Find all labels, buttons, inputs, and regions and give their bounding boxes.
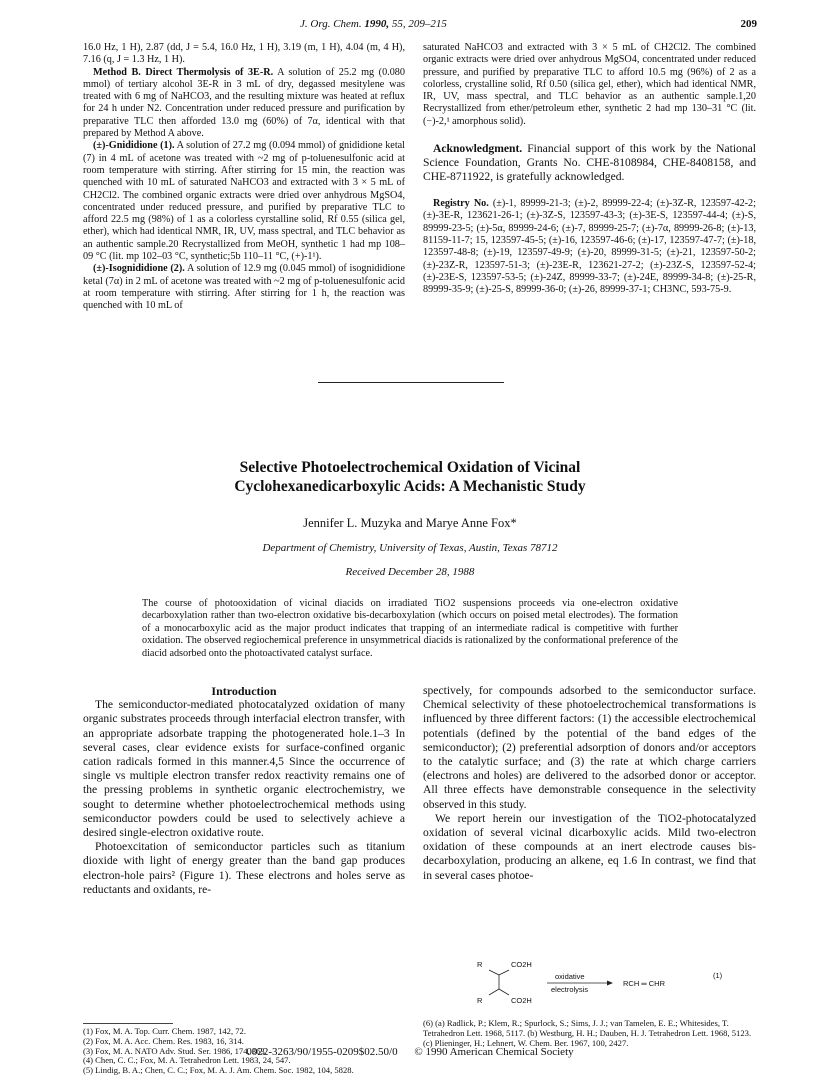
journal-pages: 209–215	[408, 18, 447, 30]
reactant-co2h-bottom: CO2H	[511, 996, 532, 1005]
copyright: © 1990 American Chemical Society	[414, 1046, 574, 1058]
article-code: 0022-3263/90/1955-0209$02.50/0	[246, 1046, 398, 1058]
gnididione-text: A solution of 27.2 mg (0.094 mmol) of gnididione ketal (7) in 4 mL of acetone was treated with ~2 mg of p-toluenesulfonic acid at room temperature with stirring. After stirring for 15 min, the reaction was quenched with 10 mL of saturated NaHCO3 and extracted with 3 × 5 mL of CH2Cl2. The combined organic extracts were dried over anhydrous MgSO4, concentrated under reduced pressure, and purified by preparative TLC to afford 22.5 mg (98%) of 1 as a colorless cyrstalline solid, Rf 0.55 (silica gel, ether), which had identical NMR, IR, UV, mass spectral, and TLC behavior as an authentic sample.20 Recrystallized from MeOH, synthetic 1 had mp 108–09 °C (lit. mp 102–03 °C, synthetic;5b 110–11 °C, (+)-1¹).	[83, 140, 406, 263]
article-authors: Jennifer L. Muzyka and Marye Anne Fox*	[303, 516, 517, 530]
journal-name: J. Org. Chem.	[300, 18, 362, 30]
intro-right-column	[423, 684, 756, 883]
registry-heading: Registry No.	[433, 198, 489, 210]
page-footer	[0, 1046, 820, 1058]
footnote-1: (1) Fox, M. A. Top. Curr. Chem. 1987, 142, 72.	[83, 1026, 247, 1036]
arrow-label-top: oxidative	[555, 972, 585, 981]
journal-year: 1990,	[364, 18, 390, 30]
footnote-2: (2) Fox, M. A. Acc. Chem. Res. 1983, 16, 314.	[83, 1035, 244, 1046]
equation-number: (1)	[713, 971, 723, 980]
footnotes-right	[423, 1019, 756, 1048]
article-title-line-1: Selective Photoelectrochemical Oxidation of Vicinal	[239, 459, 581, 476]
received-date: Received December 28, 1988	[345, 566, 475, 578]
footnote-3: (3) Fox, M. A. NATO Adv. Stud. Ser. 1986, 174, 363.	[83, 1045, 267, 1056]
running-head-citation	[300, 18, 447, 30]
acknowledgment-text: Financial support of this work by the National Science Foundation, Grants No. CHE-8108984, CHE-8408158, and CHE-8711922, is gratefully acknowledged.	[423, 142, 756, 184]
registry-text: (±)-1, 89999-21-3; (±)-2, 89999-22-4; (±)-3Z-R, 123597-42-2; (±)-3E-R, 123621-26-1; (±)-3Z-S, 123597-43-3; (±)-3E-S, 123597-44-4; (±)-S, 89999-23-5; (±)-5α, 89999-24-6; (±)-7, 89999-25-7; (±)-7α, 89999-26-8; (±)-13, 81159-11-7; 15, 123597-45-5; (±)-16, 123597-46-6; (±)-17, 123597-47-7; (±)-18, 123597-48-8; (±)-19, 123597-49-9; (±)-20, 89999-31-5; (±)-21, 123597-50-2; (±)-23Z-R, 123597-51-3; (±)-23E-R, 123621-27-2; (±)-23Z-S, 123597-52-4; (±)-23E-S, 123597-53-5; (±)-24Z, 89999-33-7; (±)-24E, 89999-34-8; (±)-25-R, 89999-35-9; (±)-25-S, 89999-36-0; (±)-26, 89999-37-1; CH3NC, 593-75-9.	[423, 198, 756, 296]
footnote-6: (6) (a) Radlick, P.; Klem, R.; Spurlock, S.; Sims, J. J.; van Tamelen, E. E.; Whitesides, T. Tetrahedron Lett. 1968, 5117. (b) Westburg, H. H.; Dauben, H. J. Tetrahedron Lett. 1968, 5123. (c) Plieninger, H.; Lehnert, W. Chem. Ber. 1967, 100, 2427.	[423, 1018, 752, 1048]
article-divider	[318, 382, 504, 383]
intro-paragraph-2: Photoexcitation of semiconductor particles such as titanium dioxide with light of energy greater than the band gap produces electron-hole pairs² (Figure 1). These electrons and holes serve as reductants and oxidants, re-	[83, 840, 405, 896]
method-b-paragraph	[83, 67, 405, 141]
reactant-r-top: R	[477, 960, 483, 969]
nmr-data-paragraph: 16.0 Hz, 1 H), 2.87 (dd, J = 5.4, 16.0 Hz, 1 H), 3.19 (m, 1 H), 4.04 (m, 4 H), 7.16 (q, J = 1.3 Hz, 1 H).	[83, 42, 405, 66]
running-head	[0, 18, 820, 34]
article-title-line-2: Cyclohexanedicarboxylic Acids: A Mechanistic Study	[234, 478, 586, 495]
arrow-label-bottom: electrolysis	[551, 985, 589, 994]
previous-article-right-column	[423, 42, 756, 296]
product-alkene: RCH ═ CHR	[623, 979, 665, 988]
acknowledgment-heading: Acknowledgment.	[433, 142, 523, 156]
method-b-text: A solution of 25.2 mg (0.080 mmol) of tertiary alcohol 3E-R in 3 mL of dry, degassed mesitylene was treated with 6 mg of NaHCO3, and the resulting mixture was heated at reflux for 24 h under N2. Concentration under reduced pressure and purification by preparative TLC then afforded 13.0 mg (60%) of 7α, identical with that prepared by Method A above.	[83, 66, 405, 140]
intro-paragraph-3: spectively, for compounds adsorbed to the semiconductor surface. Chemical selectivity of these photoelectrochemical transformations is influenced by three different factors: (1) the accessible electrochemical potentials (defined by the potential of the band edges of the semiconductor); (2) preferential adsorption of donors and/or acceptors to the catalytic surface; and (3) the rate at which charge carriers (electrons and holes) are delivered to the adsorbed donor or acceptor. All three effects have demonstrable consequence in the selectivity observed in this study.	[423, 684, 756, 811]
isognididione-heading: (±)-Isognididione (2).	[93, 263, 185, 275]
journal-volume: 55,	[391, 18, 406, 30]
reactant-r-bottom: R	[477, 996, 483, 1005]
previous-article-left-column	[83, 42, 405, 313]
acknowledgment-paragraph	[423, 142, 756, 184]
equation-1-scheme	[475, 958, 755, 1018]
introduction-heading: Introduction	[211, 684, 277, 698]
continuation-paragraph: saturated NaHCO3 and extracted with 3 × 5 mL of CH2Cl2. The combined organic extracts were dried over anhydrous MgSO4, concentrated under reduced pressure, and purified by preparative TLC to afford 10.5 mg (96%) of 2 as a colorless, crystalline solid, Rf 0.50 (silica gel, ether), which had identical NMR, IR, UV, mass spectral, and TLC behavior as an authentic sample.1,20 Recrystallized from ether/petroleum ether, synthetic 2 had mp 130–31 °C (lit. (−)-2,¹ amorphous solid).	[423, 42, 756, 127]
article-affiliation: Department of Chemistry, University of Texas, Austin, Texas 78712	[262, 542, 558, 554]
page-number: 209	[740, 18, 757, 30]
intro-paragraph-4: We report herein our investigation of the TiO2-photocatalyzed oxidation of several vicinal dicarboxylic acids. Mild two-electron oxidation of these compounds at an inert electrode causes bis-decarboxylation, producing an alkene, eq 1.6 In contrast, we find that in several cases photoe-	[423, 811, 756, 882]
abstract: The course of photooxidation of vicinal diacids on irradiated TiO2 suspensions proceeds via one-electron oxidative decarboxylation rather than two-electron oxidative bis-decarboxylation (which occurs on poised metal electrodes). The formation of a monocarboxylic acid as the major product indicates that trapping of an intermediate radical is competitive with further oxidation. The observed regiochemical preference in unsymmetrical diacids is rationalized by the conformational preference of the diacid adsorbed onto the photoactivated catalyst surface.	[142, 598, 678, 659]
footnote-rule	[83, 1023, 173, 1024]
intro-left-column	[83, 684, 405, 897]
gnididione-heading: (±)-Gnididione (1).	[93, 140, 175, 152]
registry-paragraph	[423, 198, 756, 296]
footnote-5: (5) Lindig, B. A.; Chen, C. C.; Fox, M. A. J. Am. Chem. Soc. 1982, 104, 5828.	[83, 1065, 354, 1076]
isognididione-text: A solution of 12.9 mg (0.045 mmol) of isognididione ketal (7α) in 2 mL of acetone was treated with ~2 mg of p-toluenesulfonic acid at room temperature with stirring. After stirring for 1 h, the reaction was quenched with 10 mL of	[83, 263, 405, 312]
intro-paragraph-1: The semiconductor-mediated photocatalyzed oxidation of many organic substrates proceeds through interfacial electron transfer, with an appropriate adsorbate trapping the photogenerated hole.1–3 In several cases, clear evidence exists for surface-confined organic cation radicals formed in this manner.4,5 Since the occurrence of single vs multiple electron transfer redox reactivity remains one of the pressing problems in synthetic organic electrochemistry, we sought to determine whether photoelectrochemical methods using semiconductor powders could be used to selectively achieve a desired single-electron oxidative route.	[83, 698, 405, 840]
gnididione-paragraph	[83, 140, 405, 263]
footnote-4: (4) Chen, C. C.; Fox, M. A. Tetrahedron Lett. 1983, 24, 547.	[83, 1055, 291, 1066]
article-title	[60, 458, 760, 496]
isognididione-paragraph	[83, 263, 405, 312]
reactant-co2h-top: CO2H	[511, 960, 532, 969]
method-b-heading: Method B. Direct Thermolysis of 3E-R.	[93, 66, 274, 78]
